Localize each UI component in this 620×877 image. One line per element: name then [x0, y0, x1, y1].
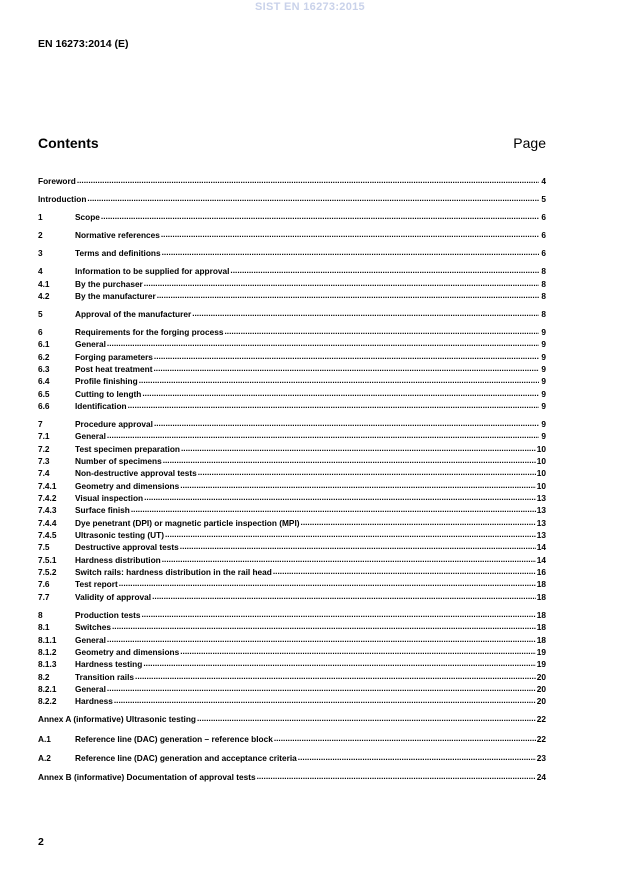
toc-entry-number: 7.5.2: [38, 567, 57, 578]
toc-entry-title: Non-destructive approval tests: [75, 468, 197, 479]
dot-leader: [154, 350, 539, 362]
toc-entry-number: 7.4.1: [38, 480, 57, 491]
toc-entry-title: Scope: [75, 212, 100, 223]
toc-entry-number: 4.1: [38, 278, 50, 289]
toc-entry-page: 18: [536, 579, 546, 590]
page-number: 2: [38, 836, 44, 848]
toc-entry-number: A.1: [38, 733, 51, 744]
toc-entry-title: Transition rails: [75, 671, 135, 682]
toc-entry-number: 8: [38, 609, 43, 620]
toc-entry-page: 19: [536, 659, 546, 670]
toc-entry-title: Approval of the manufacturer: [75, 308, 192, 319]
toc-entry-page: 8: [541, 308, 546, 319]
toc-entry-page: 9: [541, 339, 546, 350]
toc-entry-title: General: [75, 339, 106, 350]
toc-entry-page: 9: [541, 363, 546, 374]
dot-leader: [163, 454, 536, 466]
toc-entry[interactable]: [38, 247, 546, 259]
dot-leader: [101, 210, 539, 222]
toc-entry-page: 10: [536, 480, 546, 491]
toc-entry-page: 13: [536, 493, 546, 504]
toc-entry-title: By the manufacturer: [75, 290, 156, 301]
dot-leader: [107, 337, 539, 349]
dot-leader: [198, 466, 536, 478]
toc-entry[interactable]: [38, 771, 546, 783]
toc-entry-page: 20: [536, 683, 546, 694]
dot-leader: [114, 694, 536, 706]
dot-leader: [87, 192, 539, 204]
watermark: SIST EN 16273:2015: [255, 1, 365, 13]
toc-entry-page: 9: [541, 400, 546, 411]
toc-entry-number: 3: [38, 248, 43, 259]
toc-entry-title: Requirements for the forging process: [75, 326, 224, 337]
toc-entry-page: 5: [541, 194, 546, 205]
toc-entry-number: 7.4.4: [38, 517, 57, 528]
toc-entry[interactable]: [38, 211, 546, 223]
toc-entry-title: Surface finish: [75, 505, 130, 516]
toc-entry-page: 13: [536, 530, 546, 541]
toc-entry[interactable]: [38, 229, 546, 241]
toc-entry-page: 8: [541, 266, 546, 277]
toc-entry-number: 8.1.3: [38, 659, 57, 670]
toc-entry-number: 5: [38, 308, 43, 319]
toc-entry-page: 18: [536, 634, 546, 645]
toc-entry-page: 23: [536, 752, 546, 763]
dot-leader: [153, 362, 539, 374]
toc-entry-title: Forging parameters: [75, 351, 153, 362]
dot-leader: [257, 770, 536, 782]
dot-leader: [77, 174, 539, 186]
toc-entry-title: Test report: [75, 579, 118, 590]
toc-entry-page: 8: [541, 278, 546, 289]
contents-heading: [38, 135, 546, 151]
toc-entry-number: 6.6: [38, 400, 50, 411]
toc-entry-number: 7.6: [38, 579, 50, 590]
page-column-label: Page: [513, 135, 546, 151]
toc-entry-title: Dye penetrant (DPI) or magnetic particle inspection (MPI): [75, 517, 300, 528]
toc-entry[interactable]: [38, 290, 546, 302]
toc-entry-title: Destructive approval tests: [75, 542, 179, 553]
toc-entry-title: By the purchaser: [75, 278, 143, 289]
toc-entry-number: 6.1: [38, 339, 50, 350]
dot-leader: [131, 503, 536, 515]
toc-entry-number: 8.1: [38, 622, 50, 633]
toc-entry-page: 6: [541, 212, 546, 223]
toc-entry-page: 6: [541, 230, 546, 241]
toc-entry-number: 7: [38, 419, 43, 429]
toc-entry-number: 7.2: [38, 443, 50, 454]
toc-entry-number: 6: [38, 326, 43, 337]
toc-entry-title: Information to be supplied for approval: [75, 266, 230, 277]
toc-entry-title: Procedure approval: [75, 419, 153, 429]
dot-leader: [162, 246, 539, 258]
toc-entry-title: Validity of approval: [75, 591, 152, 602]
toc-entry[interactable]: [38, 752, 546, 764]
toc-entry-page: 14: [536, 542, 546, 553]
toc-entry-page: 24: [536, 772, 546, 783]
toc-entry-title: Production tests: [75, 609, 141, 620]
dot-leader: [107, 682, 536, 694]
dot-leader: [224, 325, 539, 337]
toc-entry-page: 10: [536, 468, 546, 479]
toc-entry-title: Terms and definitions: [75, 248, 161, 259]
dot-leader: [128, 399, 539, 411]
dot-leader: [107, 429, 539, 441]
dot-leader: [192, 307, 539, 319]
toc-entry-title: Identification: [75, 400, 127, 411]
toc-entry-number: A.2: [38, 752, 51, 763]
toc-entry-number: 8.2.2: [38, 696, 57, 707]
dot-leader: [119, 577, 536, 589]
toc-entry[interactable]: [38, 695, 546, 707]
toc-entry-number: 6.4: [38, 376, 50, 387]
toc-entry-title: Test specimen preparation: [75, 443, 180, 454]
toc-entry-number: 4: [38, 266, 43, 277]
dot-leader: [301, 516, 536, 528]
toc-entry[interactable]: [38, 175, 546, 187]
toc-entry-title: Switch rails: hardness distribution in the rail head: [75, 567, 272, 578]
document-id: EN 16273:2014 (E): [38, 38, 129, 50]
toc-entry-number: 7.5: [38, 542, 50, 553]
toc-entry-page: 18: [536, 591, 546, 602]
dot-leader: [181, 442, 536, 454]
toc-entry-number: 7.4.3: [38, 505, 57, 516]
dot-leader: [180, 645, 536, 657]
toc-entry-number: 4.2: [38, 290, 50, 301]
toc-entry[interactable]: [38, 733, 546, 745]
toc-entry-page: 18: [536, 609, 546, 620]
toc-entry-page: 10: [536, 443, 546, 454]
dot-leader: [273, 565, 536, 577]
toc-entry-number: 8.1.2: [38, 646, 57, 657]
contents-title: Contents: [38, 135, 99, 151]
dot-leader: [135, 670, 536, 682]
toc-entry-number: 7.7: [38, 591, 50, 602]
dot-leader: [180, 479, 536, 491]
toc-entry-title: Post heat treatment: [75, 363, 153, 374]
dot-leader: [107, 633, 536, 645]
toc-entry-number: 8.2: [38, 671, 50, 682]
toc-entry-page: 14: [536, 554, 546, 565]
dot-leader: [141, 608, 535, 620]
dot-leader: [165, 528, 536, 540]
dot-leader: [154, 417, 539, 429]
toc-entry-title: General: [75, 634, 106, 645]
toc-entry-page: 4: [541, 176, 546, 186]
toc-entry-page: 9: [541, 351, 546, 362]
toc-entry-title: General: [75, 431, 106, 442]
toc-entry-page: 9: [541, 326, 546, 337]
toc-entry-title: Reference line (DAC) generation and acceptance criteria: [75, 752, 297, 763]
toc-entry-page: 19: [536, 646, 546, 657]
toc-entry-number: 1: [38, 212, 43, 223]
dot-leader: [298, 751, 536, 763]
toc-entry-page: 10: [536, 456, 546, 467]
toc-entry-title: Hardness testing: [75, 659, 143, 670]
toc-entry[interactable]: [38, 713, 546, 725]
toc-entry-page: 9: [541, 388, 546, 399]
toc-entry-title: Visual inspection: [75, 493, 144, 504]
toc-entry-title: Number of specimens: [75, 456, 162, 467]
dot-leader: [144, 491, 536, 503]
toc-entry[interactable]: [38, 308, 546, 320]
dot-leader: [157, 289, 539, 301]
dot-leader: [274, 732, 536, 744]
toc-entry-number: 2: [38, 230, 43, 241]
toc-entry-number: 8.2.1: [38, 683, 57, 694]
dot-leader: [162, 553, 536, 565]
dot-leader: [180, 540, 536, 552]
toc-entry-page: 13: [536, 517, 546, 528]
toc-entry-title: Geometry and dimensions: [75, 646, 180, 657]
toc-entry-title: Introduction: [38, 194, 87, 205]
toc-entry-page: 22: [536, 714, 546, 725]
toc-entry-page: 20: [536, 696, 546, 707]
toc-entry-number: 6.3: [38, 363, 50, 374]
toc-entry-page: 20: [536, 671, 546, 682]
table-of-contents: [38, 175, 546, 784]
toc-entry-number: 7.5.1: [38, 554, 57, 565]
toc-entry-title: Hardness distribution: [75, 554, 161, 565]
dot-leader: [197, 712, 536, 724]
toc-entry-page: 16: [536, 567, 546, 578]
toc-entry-title: General: [75, 683, 106, 694]
toc-entry-number: 6.2: [38, 351, 50, 362]
toc-entry-page: 22: [536, 733, 546, 744]
toc-entry-page: 6: [541, 248, 546, 259]
toc-entry-title: Foreword: [38, 176, 76, 186]
toc-entry-title: Cutting to length: [75, 388, 142, 399]
toc-entry-title: Annex B (informative) Documentation of approval tests: [38, 772, 256, 783]
toc-entry-title: Annex A (informative) Ultrasonic testing: [38, 714, 196, 725]
toc-entry-number: 7.4.2: [38, 493, 57, 504]
toc-entry-number: 7.3: [38, 456, 50, 467]
toc-entry[interactable]: [38, 193, 546, 205]
toc-entry-page: 18: [536, 622, 546, 633]
toc-entry-page: 9: [541, 419, 546, 429]
dot-leader: [142, 387, 539, 399]
toc-entry-title: Switches: [75, 622, 111, 633]
dot-leader: [230, 264, 539, 276]
toc-entry-title: Hardness: [75, 696, 113, 707]
dot-leader: [161, 228, 539, 240]
dot-leader: [143, 657, 535, 669]
toc-entry-title: Normative references: [75, 230, 160, 241]
toc-entry-title: Ultrasonic testing (UT): [75, 530, 164, 541]
toc-entry-page: 8: [541, 290, 546, 301]
toc-entry-page: 13: [536, 505, 546, 516]
toc-entry-title: Profile finishing: [75, 376, 138, 387]
dot-leader: [144, 277, 539, 289]
toc-entry-number: 7.4: [38, 468, 50, 479]
toc-entry-page: 9: [541, 376, 546, 387]
dot-leader: [112, 620, 536, 632]
dot-leader: [152, 590, 536, 602]
toc-entry-number: 8.1.1: [38, 634, 57, 645]
toc-entry-number: 7.4.5: [38, 530, 57, 541]
toc-entry-title: Reference line (DAC) generation – reference block: [75, 733, 273, 744]
toc-entry[interactable]: [38, 400, 546, 412]
toc-entry-page: 9: [541, 431, 546, 442]
toc-entry[interactable]: [38, 591, 546, 603]
toc-entry-number: 7.1: [38, 431, 50, 442]
toc-entry-title: Geometry and dimensions: [75, 480, 180, 491]
dot-leader: [139, 374, 539, 386]
toc-entry-number: 6.5: [38, 388, 50, 399]
